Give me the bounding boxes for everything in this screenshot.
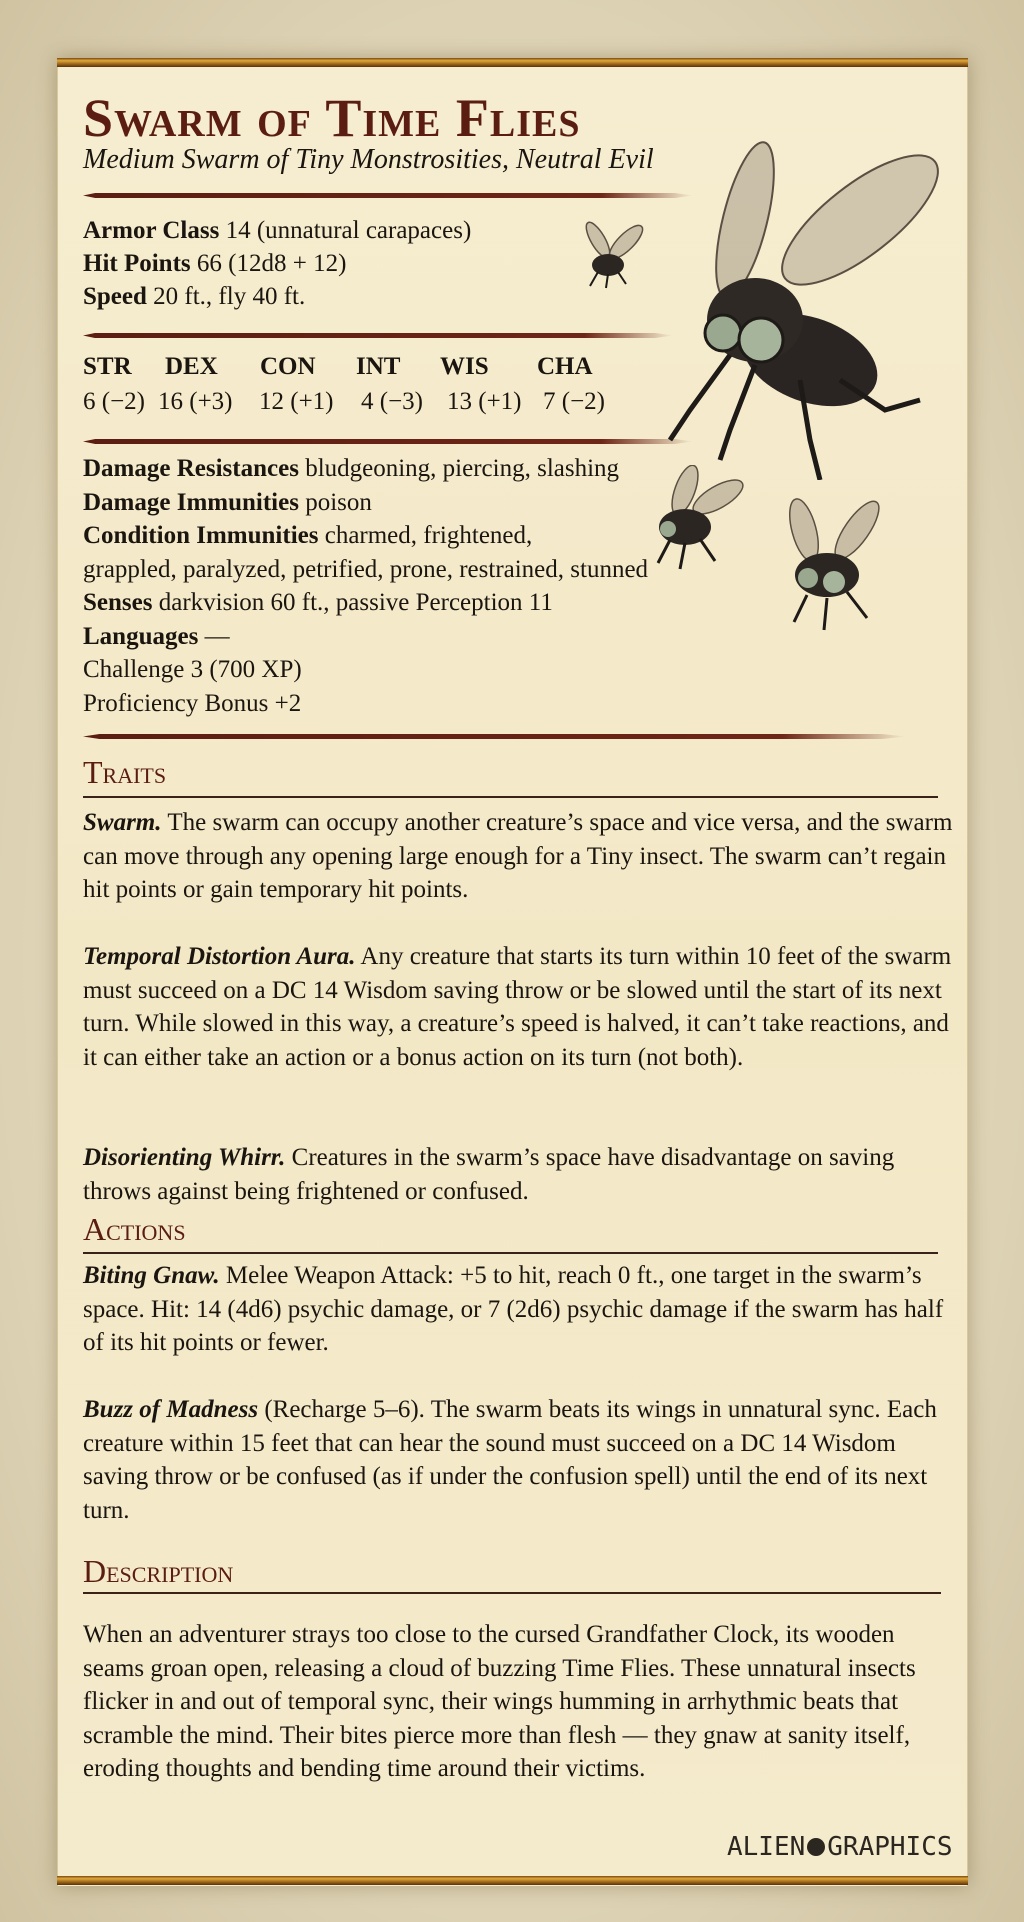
action-buzz-of-madness: Buzz of Madness (Recharge 5–6). The swarm beats its wings in unnatural sync. Each creature within 15 feet that can hear the sound must succeed on a DC 14 Wisdom saving throw or be confused (as if under the confusion spell) until the end of its next turn. [83, 1396, 937, 1524]
bottom-border [57, 1876, 968, 1885]
traits-heading: Traits [83, 754, 167, 790]
logo-alien-icon [807, 1838, 825, 1856]
senses: Senses darkvision 60 ft., passive Perception 11 [83, 589, 553, 616]
challenge-rating: Challenge 3 (700 XP) [83, 656, 302, 683]
trait-disorienting-whirr: Disorienting Whirr. Creatures in the swarm’s space have disadvantage on saving throws against being frightened or confused. [83, 1144, 895, 1205]
action-biting-gnaw: Biting Gnaw. Melee Weapon Attack: +5 to hit, reach 0 ft., one target in the swarm’s space. Hit: 14 (4d6) psychic damage, or 7 (2d6) psychic damage if the swarm has half of its hit points or fewer. [83, 1262, 944, 1356]
armor-class: Armor Class 14 (unnatural carapaces) [83, 217, 472, 244]
trait-temporal-distortion-aura: Temporal Distortion Aura. Any creature that starts its turn within 10 feet of the swarm must succeed on a DC 14 Wisdom saving throw or be slowed until the start of its next turn. While slowed in this way, a creature’s speed is halved, it can’t take reactions, and it can either take an action or a bonus action on its turn (not both). [83, 943, 952, 1071]
ability-score-wis: 13 (+1) [447, 388, 522, 415]
divider [83, 439, 693, 444]
ability-header-dex: DEX [165, 353, 218, 380]
ability-score-cha: 7 (−2) [543, 388, 605, 415]
top-border [57, 58, 968, 67]
languages: Languages — [83, 623, 230, 650]
section-underline [83, 1592, 941, 1594]
description-heading: Description [83, 1553, 234, 1589]
description-text: When an adventurer strays too close to the cursed Grandfather Clock, its wooden seams groan open, releasing a cloud of buzzing Time Flies. These unnatural insects flicker in and out of temporal sync, their wings humming in arrhythmic beats that scramble the mind. Their bites pierce more than flesh — they gnaw at sanity itself, eroding thoughts and bending time around their victims. [83, 1621, 916, 1782]
ability-score-str: 6 (−2) [83, 388, 145, 415]
ability-header-int: INT [356, 353, 401, 380]
ability-header-con: CON [260, 353, 316, 380]
ability-header-wis: WIS [440, 353, 489, 380]
small-fly-illustration [578, 220, 653, 290]
large-fly-illustration [660, 140, 960, 480]
creature-type: Medium Swarm of Tiny Monstrosities, Neutral Evil [83, 144, 654, 175]
speed: Speed 20 ft., fly 40 ft. [83, 283, 306, 310]
section-underline [83, 796, 938, 798]
damage-immunities: Damage Immunities poison [83, 489, 372, 516]
small-fly-illustration [772, 490, 897, 635]
hit-points: Hit Points 66 (12d8 + 12) [83, 250, 347, 277]
ability-score-con: 12 (+1) [259, 388, 334, 415]
ability-header-cha: CHA [537, 353, 593, 380]
section-underline [83, 1252, 938, 1254]
proficiency-bonus: Proficiency Bonus +2 [83, 690, 302, 717]
divider [83, 734, 906, 739]
damage-resistances: Damage Resistances bludgeoning, piercing, slashing [83, 455, 620, 482]
small-fly-illustration [640, 465, 750, 575]
ability-header-str: STR [83, 353, 132, 380]
condition-immunities: Condition Immunities charmed, frightened, [83, 522, 533, 549]
trait-swarm: Swarm. The swarm can occupy another creature’s space and vice versa, and the swarm can move through any opening large enough for a Tiny insect. The swarm can’t regain hit points or gain temporary hit points. [83, 809, 953, 903]
ability-score-dex: 16 (+3) [158, 388, 233, 415]
divider [83, 193, 693, 198]
creature-name: Swarm of Time Flies [83, 88, 581, 148]
ability-score-int: 4 (−3) [361, 388, 423, 415]
divider [83, 333, 673, 338]
actions-heading: Actions [83, 1211, 186, 1247]
alien-graphics-logo: ALIEN GRAPHICS [727, 1832, 953, 1862]
condition-immunities-cont: grappled, paralyzed, petrified, prone, restrained, stunned [83, 556, 649, 583]
